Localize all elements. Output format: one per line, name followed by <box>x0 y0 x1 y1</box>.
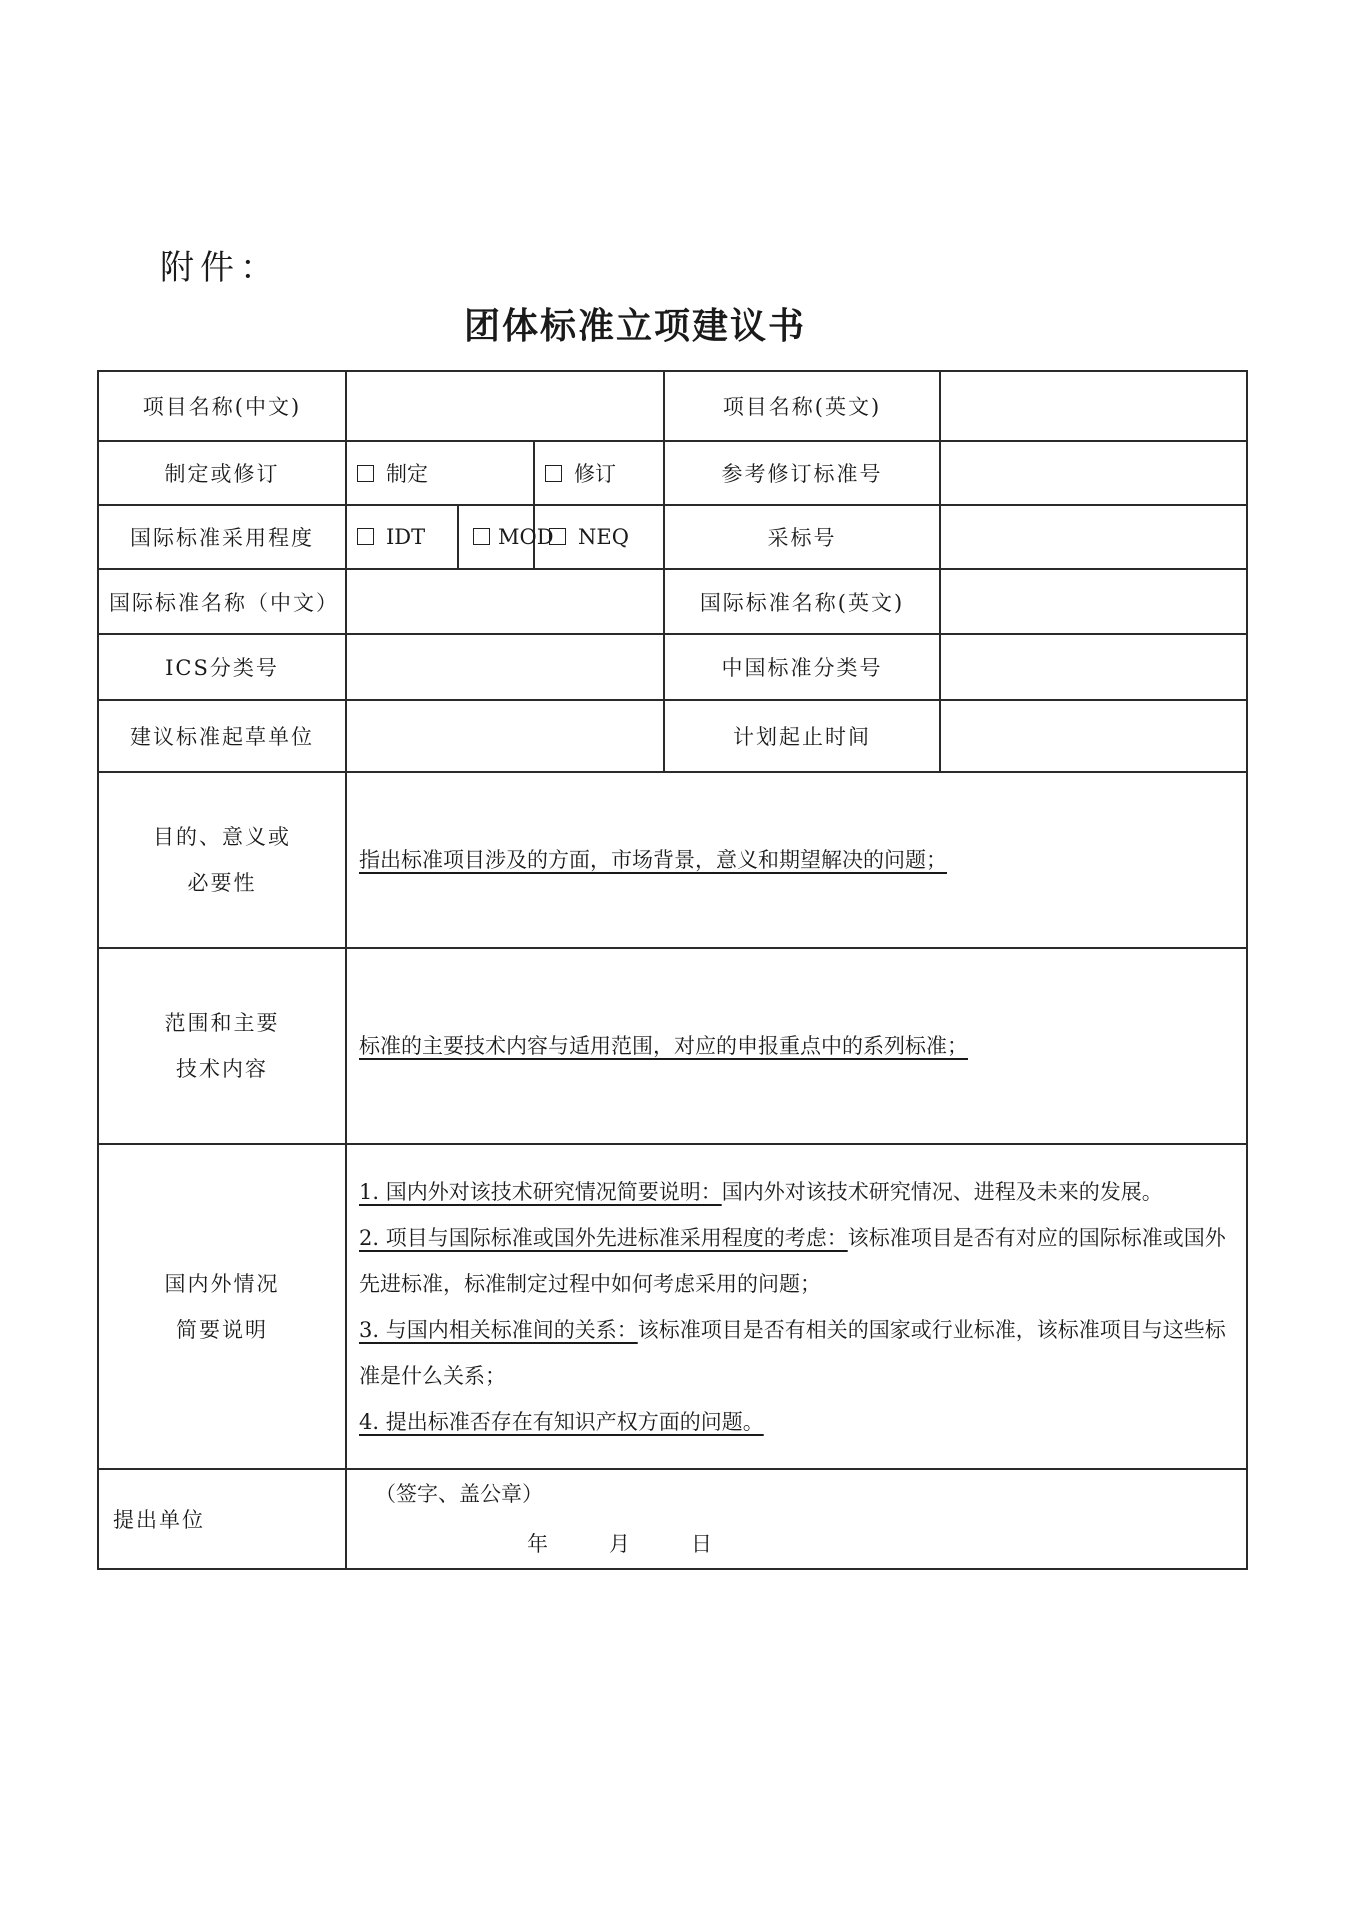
reference-standard-field[interactable] <box>940 441 1247 505</box>
scope-label-line1: 范围和主要 <box>164 1011 280 1035</box>
checkbox-idt[interactable] <box>357 528 374 545</box>
intl-name-cn-field[interactable] <box>346 569 664 634</box>
option-formulate[interactable] <box>346 441 534 505</box>
intl-name-en-label: 国际标准名称(英文) <box>664 569 940 634</box>
date-year: 年 <box>527 1532 548 1556</box>
ccs-field[interactable] <box>940 634 1247 700</box>
option-neq[interactable] <box>534 505 664 569</box>
checkbox-formulate[interactable] <box>357 465 374 482</box>
situation-label <box>98 1144 346 1469</box>
situation-item-4-title: 4. 提出标准否存在有知识产权方面的问题。 <box>359 1409 764 1434</box>
adoption-number-field[interactable] <box>940 505 1247 569</box>
attachment-label: 附件： <box>160 248 280 288</box>
option-formulate-label: 制定 <box>386 462 428 486</box>
ics-label: ICS分类号 <box>98 634 346 700</box>
drafter-label: 建议标准起草单位 <box>98 700 346 772</box>
row-purpose <box>98 772 1247 948</box>
date-month: 月 <box>609 1532 630 1556</box>
situation-item-2-text: 该标准项目是否有对应的国际标准或国外先进标准，标准制定过程中如何考虑采用的问题； <box>359 1225 1226 1296</box>
situation-item-3-title: 3. 与国内相关标准间的关系： <box>359 1317 638 1342</box>
purpose-field[interactable] <box>346 772 1247 948</box>
checkbox-neq[interactable] <box>549 528 566 545</box>
situation-field[interactable] <box>346 1144 1247 1469</box>
situation-item-2 <box>359 1215 1236 1307</box>
situation-item-4 <box>359 1399 1236 1445</box>
period-label: 计划起止时间 <box>664 700 940 772</box>
situation-item-3 <box>359 1307 1236 1399</box>
option-revise[interactable] <box>534 441 664 505</box>
proposal-form-table <box>97 370 1248 1570</box>
submitter-field[interactable] <box>346 1469 1247 1569</box>
option-idt[interactable] <box>346 505 458 569</box>
document-title: 团体标准立项建议书 <box>463 306 806 347</box>
situation-item-2-title: 2. 项目与国际标准或国外先进标准采用程度的考虑： <box>359 1225 848 1250</box>
scope-field[interactable] <box>346 948 1247 1144</box>
scope-label <box>98 948 346 1144</box>
project-name-cn-field[interactable] <box>346 371 664 441</box>
ccs-label: 中国标准分类号 <box>664 634 940 700</box>
row-intl-name <box>98 569 1247 634</box>
purpose-label <box>98 772 346 948</box>
option-revise-label: 修订 <box>574 462 616 486</box>
situation-label-line1: 国内外情况 <box>164 1271 280 1296</box>
option-idt-label: IDT <box>386 525 426 549</box>
checkbox-revise[interactable] <box>545 465 562 482</box>
ics-field[interactable] <box>346 634 664 700</box>
intl-name-cn-label: 国际标准名称（中文） <box>98 569 346 634</box>
option-mod-label: MOD <box>498 525 554 549</box>
row-classification <box>98 634 1247 700</box>
row-submitter <box>98 1469 1247 1569</box>
date-day: 日 <box>691 1532 712 1556</box>
situation-item-1 <box>359 1169 1236 1215</box>
checkbox-mod[interactable] <box>473 528 490 545</box>
situation-item-1-title: 1. 国内外对该技术研究情况简要说明： <box>359 1179 722 1204</box>
option-neq-label: NEQ <box>578 525 629 549</box>
row-situation <box>98 1144 1247 1469</box>
signature-note: （签字、盖公章） <box>375 1482 543 1506</box>
row-intl-adoption <box>98 505 1247 569</box>
purpose-label-line1: 目的、意义或 <box>153 825 291 849</box>
project-name-en-field[interactable] <box>940 371 1247 441</box>
submitter-label: 提出单位 <box>98 1469 346 1569</box>
reference-standard-label: 参考修订标准号 <box>664 441 940 505</box>
row-project-name <box>98 371 1247 441</box>
scope-hint: 标准的主要技术内容与适用范围，对应的申报重点中的系列标准； <box>359 1034 968 1058</box>
purpose-hint: 指出标准项目涉及的方面，市场背景，意义和期望解决的问题； <box>359 848 947 872</box>
option-mod[interactable] <box>458 505 554 569</box>
draft-or-revise-label: 制定或修订 <box>98 441 346 505</box>
intl-adoption-label: 国际标准采用程度 <box>98 505 346 569</box>
situation-item-3-text: 该标准项目是否有相关的国家或行业标准，该标准项目与这些标准是什么关系； <box>359 1317 1226 1388</box>
period-field[interactable] <box>940 700 1247 772</box>
project-name-cn-label: 项目名称(中文) <box>98 371 346 441</box>
row-drafter-period <box>98 700 1247 772</box>
row-draft-or-revise <box>98 441 1247 505</box>
scope-label-line2: 技术内容 <box>176 1057 268 1081</box>
intl-name-en-field[interactable] <box>940 569 1247 634</box>
situation-item-1-text: 国内外对该技术研究情况、进程及未来的发展。 <box>721 1179 1163 1204</box>
row-scope <box>98 948 1247 1144</box>
signature-date <box>357 1528 1236 1558</box>
situation-label-line2: 简要说明 <box>176 1317 268 1342</box>
adoption-number-label: 采标号 <box>664 505 940 569</box>
drafter-field[interactable] <box>346 700 664 772</box>
purpose-label-line2: 必要性 <box>187 871 257 895</box>
project-name-en-label: 项目名称(英文) <box>664 371 940 441</box>
